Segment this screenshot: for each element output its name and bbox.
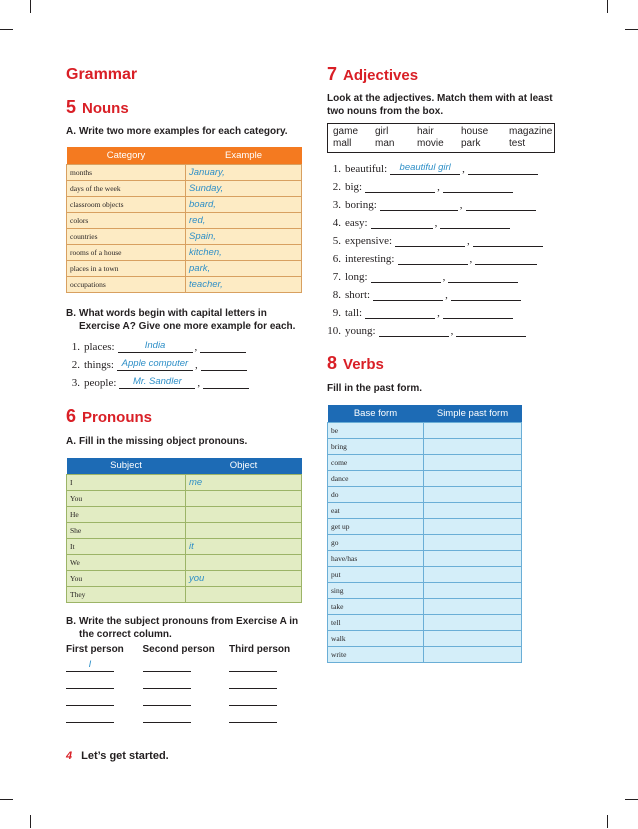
answer-blank[interactable]: [390, 162, 460, 175]
answer-blank[interactable]: [143, 689, 191, 706]
table-row: [328, 470, 522, 486]
item-number: 4.: [332, 217, 341, 229]
answer-blank[interactable]: [373, 288, 443, 301]
box-word: man: [375, 138, 395, 149]
handwritten-answer: beautiful girl: [399, 162, 451, 173]
instruction-text: What words begin with capital letters in Exercise A? Give one more example for each.: [79, 307, 296, 332]
table-row: [67, 196, 302, 212]
col-header-simple-past-form: Simple past form: [424, 405, 522, 422]
exercise-letter: B.: [66, 616, 76, 627]
handwritten-answer: me: [189, 477, 203, 488]
section-name: Pronouns: [82, 408, 153, 426]
col-header-base-form: Base form: [328, 405, 424, 422]
column-heading: Third person: [229, 644, 291, 655]
list-item: 3. boring: ,: [327, 193, 555, 211]
col-header-example: Example: [186, 147, 302, 164]
answer-blank[interactable]: [398, 252, 468, 265]
section-number: 5: [66, 97, 77, 117]
answer-blank[interactable]: [143, 655, 191, 672]
answer-blank[interactable]: [229, 655, 277, 672]
section-verbs-title: [327, 353, 555, 374]
crop-mark: [607, 0, 608, 13]
table-row: [67, 260, 302, 276]
base-form-cell: have/has: [328, 550, 424, 566]
section-number: 6: [66, 405, 77, 426]
base-form-cell: do: [328, 486, 424, 502]
category-cell: rooms of a house: [67, 244, 186, 260]
exercise-letter: A.: [66, 435, 76, 447]
answer-blank[interactable]: [440, 216, 510, 229]
base-form-cell: come: [328, 454, 424, 470]
answer-blank[interactable]: [365, 180, 435, 193]
crop-mark: [0, 799, 13, 800]
section-nouns-title: [66, 97, 302, 118]
handwritten-answer: January,: [189, 166, 225, 178]
section-name: Verbs: [343, 356, 384, 373]
page-footer: [66, 750, 169, 762]
object-cell[interactable]: [186, 523, 302, 539]
past-form-cell[interactable]: [424, 502, 522, 518]
item-label: long:: [345, 271, 368, 283]
past-form-cell[interactable]: [424, 454, 522, 470]
base-form-cell: go: [328, 534, 424, 550]
handwritten-answer: you: [189, 573, 205, 584]
nouns-table: [66, 147, 302, 293]
base-form-cell: put: [328, 566, 424, 582]
handwritten-answer: Mr. Sandler: [133, 375, 182, 387]
subject-cell: She: [67, 523, 186, 539]
section-pronouns-title: [66, 406, 302, 427]
answer-blank[interactable]: [380, 198, 458, 211]
pronouns-table: [66, 458, 302, 604]
subject-cell: You: [67, 571, 186, 587]
example-cell[interactable]: [186, 276, 302, 292]
item-number: 7.: [332, 271, 341, 283]
table-row: [67, 164, 302, 180]
answer-blank[interactable]: [475, 252, 537, 265]
second-person-column: [143, 644, 223, 723]
table-row: [67, 587, 302, 603]
item-number: 10.: [327, 325, 341, 337]
box-word: hair: [417, 126, 434, 137]
answer-blank[interactable]: [66, 706, 114, 723]
object-cell[interactable]: [186, 555, 302, 571]
table-row: [67, 244, 302, 260]
handwritten-answer: kitchen,: [189, 246, 222, 258]
item-label: expensive:: [345, 235, 393, 247]
crop-mark: [0, 29, 13, 30]
table-row: [67, 507, 302, 523]
subject-cell: I: [67, 475, 186, 491]
item-number: 2.: [71, 358, 80, 371]
base-form-cell: sing: [328, 582, 424, 598]
exercise-letter: B.: [66, 307, 76, 319]
table-row: [67, 555, 302, 571]
base-form-cell: be: [328, 422, 424, 438]
base-form-cell: get up: [328, 518, 424, 534]
crop-mark: [30, 0, 31, 13]
category-cell: days of the week: [67, 180, 186, 196]
crop-mark: [625, 29, 638, 30]
exercise-letter: A.: [66, 126, 76, 137]
table-row: [67, 571, 302, 587]
list-item: 3. people: Mr. Sandler ,: [66, 371, 302, 389]
verbs-table: [327, 405, 522, 663]
list-item: 6. interesting: ,: [327, 247, 555, 265]
right-column: [327, 63, 555, 663]
list-item: 7. long: ,: [327, 265, 555, 283]
box-word: house: [461, 126, 489, 137]
past-form-cell[interactable]: [424, 598, 522, 614]
base-form-cell: tell: [328, 614, 424, 630]
base-form-cell: take: [328, 598, 424, 614]
box-word: magazine: [509, 126, 553, 137]
item-number: 3.: [332, 199, 341, 211]
past-form-cell[interactable]: [424, 422, 522, 438]
category-cell: classroom objects: [67, 196, 186, 212]
table-row: [328, 582, 522, 598]
box-word: mall: [333, 138, 352, 149]
handwritten-answer: red,: [189, 214, 206, 226]
table-row: [67, 523, 302, 539]
subject-cell: You: [67, 491, 186, 507]
page-heading: Grammar: [66, 66, 138, 83]
answer-blank[interactable]: [443, 180, 513, 193]
table-row: [67, 212, 302, 228]
left-column: [66, 63, 302, 723]
instruction-text: Write the subject pronouns from Exercise A in the correct column.: [79, 616, 299, 640]
item-label: beautiful:: [345, 163, 388, 175]
answer-blank[interactable]: [119, 376, 195, 389]
adjectives-instruction: Look at the adjectives. Match them with at least two nouns from the box.: [327, 93, 553, 117]
handwritten-answer: Spain,: [189, 230, 216, 242]
table-row: [328, 550, 522, 566]
item-number: 2.: [332, 181, 341, 193]
past-form-cell[interactable]: [424, 518, 522, 534]
item-number: 6.: [332, 253, 341, 265]
table-row: [328, 454, 522, 470]
handwritten-answer: I: [88, 659, 92, 670]
footer-title: Let’s get started.: [81, 750, 169, 762]
item-label: short:: [345, 289, 371, 301]
word-box: [327, 123, 555, 153]
table-row: [328, 502, 522, 518]
handwritten-answer: park,: [189, 262, 211, 274]
table-row: [328, 486, 522, 502]
answer-blank[interactable]: [443, 306, 513, 319]
category-cell: occupations: [67, 276, 186, 292]
table-row: [328, 630, 522, 646]
example-cell[interactable]: [186, 244, 302, 260]
first-person-column: [66, 644, 136, 723]
page-number: 4: [66, 750, 73, 762]
nouns-exercise-b-instruction: [66, 307, 302, 333]
answer-blank[interactable]: [395, 234, 465, 247]
object-cell[interactable]: [186, 507, 302, 523]
past-form-cell[interactable]: [424, 566, 522, 582]
answer-blank[interactable]: [468, 162, 538, 175]
section-number: 7: [327, 64, 338, 84]
table-row: [328, 438, 522, 454]
nouns-exercise-a-instruction: [66, 125, 302, 138]
table-row: [328, 566, 522, 582]
pronouns-exercise-a-instruction: [66, 435, 302, 448]
table-row: [328, 422, 522, 438]
past-form-cell[interactable]: [424, 550, 522, 566]
table-row: [328, 646, 522, 662]
answer-blank[interactable]: [143, 706, 191, 723]
answer-blank[interactable]: [66, 689, 114, 706]
past-form-cell[interactable]: [424, 630, 522, 646]
box-word: park: [461, 138, 481, 149]
third-person-column: [229, 644, 299, 723]
base-form-cell: eat: [328, 502, 424, 518]
table-row: [67, 180, 302, 196]
base-form-cell: dance: [328, 470, 424, 486]
subject-cell: He: [67, 507, 186, 523]
item-number: 9.: [332, 307, 341, 319]
example-cell[interactable]: [186, 228, 302, 244]
object-cell[interactable]: [186, 539, 302, 555]
answer-blank[interactable]: [466, 198, 536, 211]
instruction-text: Write two more examples for each category.: [79, 126, 288, 137]
table-row: [67, 475, 302, 491]
answer-blank[interactable]: [448, 270, 518, 283]
list-item: 4. easy: ,: [327, 211, 555, 229]
section-name: Nouns: [82, 100, 129, 117]
past-form-cell[interactable]: [424, 582, 522, 598]
subject-cell: It: [67, 539, 186, 555]
handwritten-answer: India: [144, 339, 166, 351]
table-row: [328, 518, 522, 534]
list-item: 1. beautiful: beautiful girl ,: [327, 157, 555, 175]
handwritten-answer: Sunday,: [189, 182, 224, 194]
subject-cell: We: [67, 555, 186, 571]
past-form-cell[interactable]: [424, 534, 522, 550]
column-heading: Second person: [142, 644, 215, 655]
handwritten-answer: Apple computer: [121, 357, 189, 369]
table-row: [67, 276, 302, 292]
list-item: 2. things: Apple computer ,: [66, 353, 302, 371]
table-row: [328, 614, 522, 630]
answer-blank[interactable]: [229, 706, 277, 723]
box-word: girl: [375, 126, 389, 137]
item-number: 5.: [332, 235, 341, 247]
adjectives-items: [327, 157, 555, 337]
handwritten-answer: it: [189, 541, 194, 552]
item-label: tall:: [345, 307, 363, 319]
section-number: 8: [327, 353, 338, 373]
crop-mark: [607, 815, 608, 828]
answer-blank[interactable]: [66, 655, 114, 672]
col-header-category: Category: [67, 147, 186, 164]
example-cell[interactable]: [186, 164, 302, 180]
person-columns: [66, 644, 299, 723]
column-heading: First person: [66, 644, 124, 655]
item-label: easy:: [345, 217, 368, 229]
subject-cell: They: [67, 587, 186, 603]
item-label: interesting:: [345, 253, 395, 265]
item-number: 1.: [71, 340, 80, 353]
answer-blank[interactable]: [379, 324, 449, 337]
object-cell[interactable]: [186, 571, 302, 587]
past-form-cell[interactable]: [424, 438, 522, 454]
answer-blank[interactable]: [229, 672, 277, 689]
answer-blank[interactable]: [200, 340, 246, 353]
base-form-cell: bring: [328, 438, 424, 454]
item-label: things:: [84, 358, 114, 371]
answer-blank[interactable]: [201, 358, 247, 371]
answer-blank[interactable]: [365, 306, 435, 319]
col-header-subject: Subject: [67, 458, 186, 475]
example-cell[interactable]: [186, 196, 302, 212]
item-label: boring:: [345, 199, 377, 211]
example-cell[interactable]: [186, 260, 302, 276]
object-cell[interactable]: [186, 491, 302, 507]
table-row: [67, 539, 302, 555]
answer-blank[interactable]: [118, 340, 193, 353]
past-form-cell[interactable]: [424, 646, 522, 662]
list-item: 9. tall: ,: [327, 301, 555, 319]
crop-mark: [625, 799, 638, 800]
instruction-text: Fill in the missing object pronouns.: [79, 435, 248, 447]
answer-blank[interactable]: [371, 216, 433, 229]
answer-blank[interactable]: [456, 324, 526, 337]
answer-blank[interactable]: [451, 288, 521, 301]
answer-blank[interactable]: [473, 234, 543, 247]
category-cell: places in a town: [67, 260, 186, 276]
list-item: 1. places: India ,: [66, 335, 302, 353]
box-word: test: [509, 138, 526, 149]
base-form-cell: walk: [328, 630, 424, 646]
item-label: big:: [345, 181, 363, 193]
item-label: places:: [84, 340, 115, 353]
category-cell: months: [67, 164, 186, 180]
category-cell: colors: [67, 212, 186, 228]
nouns-b-items: [66, 335, 302, 389]
item-label: young:: [345, 325, 376, 337]
example-cell[interactable]: [186, 212, 302, 228]
pronouns-exercise-b-instruction: [66, 615, 302, 641]
section-adjectives-title: [327, 64, 555, 85]
list-item: 10. young: ,: [327, 319, 555, 337]
verbs-instruction: Fill in the past form.: [327, 383, 423, 394]
base-form-cell: write: [328, 646, 424, 662]
answer-blank[interactable]: [371, 270, 441, 283]
example-cell[interactable]: [186, 180, 302, 196]
past-form-cell[interactable]: [424, 486, 522, 502]
col-header-object: Object: [186, 458, 302, 475]
category-cell: countries: [67, 228, 186, 244]
item-number: 1.: [332, 163, 341, 175]
item-number: 8.: [332, 289, 341, 301]
crop-mark: [30, 815, 31, 828]
object-cell[interactable]: [186, 475, 302, 491]
item-number: 3.: [71, 376, 80, 389]
answer-blank[interactable]: [143, 672, 191, 689]
list-item: 2. big: ,: [327, 175, 555, 193]
item-label: people:: [84, 376, 117, 389]
list-item: 8. short: ,: [327, 283, 555, 301]
past-form-cell[interactable]: [424, 614, 522, 630]
answer-blank[interactable]: [203, 376, 249, 389]
table-row: [328, 598, 522, 614]
answer-blank[interactable]: [66, 672, 114, 689]
table-row: [67, 228, 302, 244]
handwritten-answer: board,: [189, 198, 216, 210]
box-word: movie: [417, 138, 444, 149]
section-name: Adjectives: [343, 67, 419, 84]
table-row: [67, 491, 302, 507]
handwritten-answer: teacher,: [189, 278, 223, 290]
object-cell[interactable]: [186, 587, 302, 603]
box-word: game: [333, 126, 359, 137]
past-form-cell[interactable]: [424, 470, 522, 486]
list-item: 5. expensive: ,: [327, 229, 555, 247]
table-row: [328, 534, 522, 550]
answer-blank[interactable]: [229, 689, 277, 706]
answer-blank[interactable]: [117, 358, 193, 371]
